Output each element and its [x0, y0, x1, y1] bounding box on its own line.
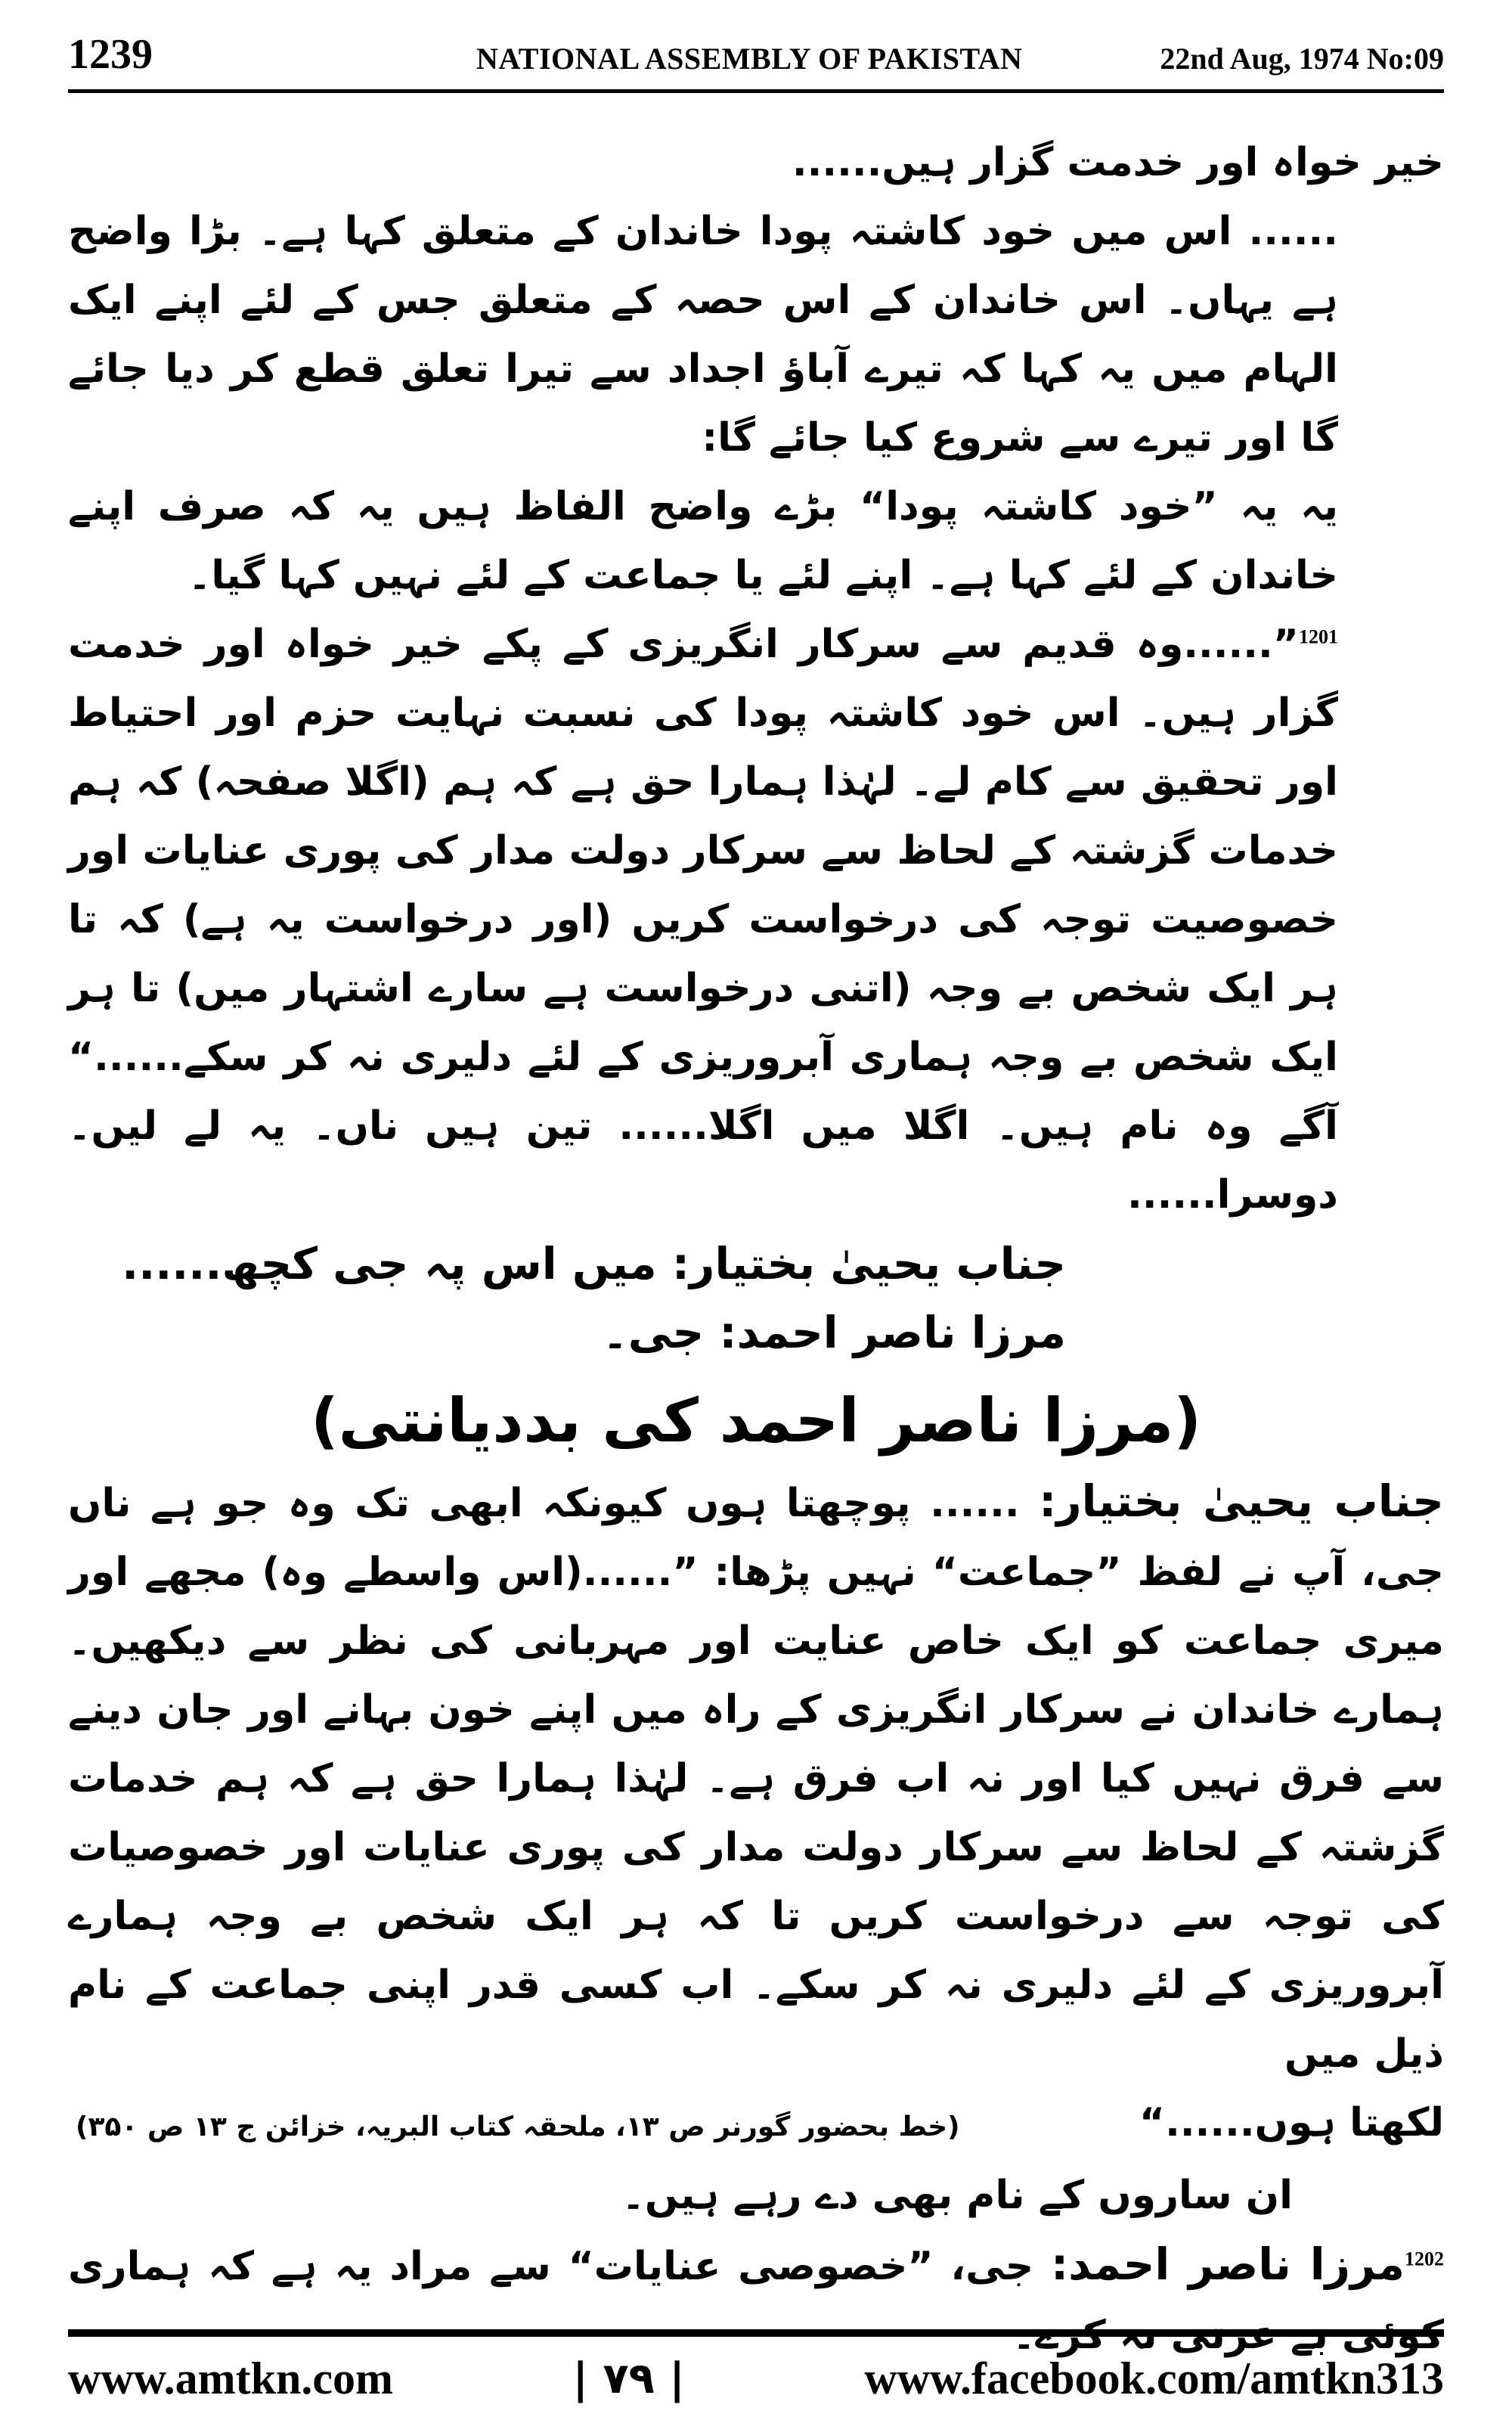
speaker-name: جناب یحییٰ بختیار: [1039, 1475, 1444, 1527]
header-divider [68, 89, 1444, 93]
speaker-name: مرزا ناصر احمد: [719, 1307, 1066, 1358]
speech-text: میں اس پہ جی کچھ...... [122, 1238, 657, 1289]
paragraph-5-end: لکھتا ہوں......“ [1139, 2100, 1444, 2145]
speech-text: جی، ”خصوصی عنایات“ سے مراد یہ ہے کہ ہماری [68, 2244, 1034, 2289]
section-heading: (مرزا ناصر احمد کی بددیانتی) [311, 1385, 1201, 1456]
reference-number: 1202 [1405, 2248, 1444, 2270]
session-date: 22nd Aug, 1974 No:09 [1160, 42, 1444, 76]
page-header [68, 30, 1444, 83]
paragraph-5 [68, 1467, 1444, 2089]
dialogue-line [68, 1230, 1444, 1298]
speech-text: جی۔ [602, 1307, 705, 1358]
paragraph-6: ان ساروں کے نام بھی دے رہے ہیں۔ [621, 2173, 1293, 2218]
paragraph-2: ...... اس میں خود کاشتہ پودا خاندان کے متعلق کہا ہے۔ بڑا واضح ہے یہاں۔ اس خاندان کے اس حصہ کے متعلق جس کے لئے اپنے ایک الہام میں یہ کہا کہ تیرے آباؤ اجداد سے تیرا تعلق قطع کر دیا جائے گا اور تیرے سے شروع کیا جائے گا: [68, 209, 1338, 461]
page-number: 1239 [68, 31, 153, 78]
footer-divider [68, 2329, 1444, 2337]
page-body [68, 129, 1444, 2370]
speech-text: ...... پوچھتا ہوں کیونکہ ابھی تک وہ جو ہے ناں جی، آپ نے لفظ ”جماعت“ نہیں پڑھا: ”......(اس واسطے وہ) مجھے اور میری جماعت کو ایک خاص عنایت اور مہربانی کی نظر سے دیکھیں۔ ہمارے خاندان نے سرکار انگریزی کے راہ میں اپنے خون بہانے اور جان دینے سے فرق نہیں کیا اور نہ اب فرق ہے۔ لہٰذا ہمارا حق ہے کہ ہم خدمات گزشتہ کے لحاظ سے سرکار دولت مدار کی پوری عنایات اور خصوصیات کی توجہ سے درخواست کریں تا کہ ہر ایک شخص بے وجہ ہمارے آبروریزی کے لئے دلیری نہ کر سکے۔ اب کسی قدر اپنی جماعت کے نام ذیل میں [68, 1481, 1444, 2077]
citation-row [68, 2089, 1444, 2161]
reference-number: 1201 [1299, 625, 1338, 648]
source-citation: (خط بحضور گورنر ص ۱۳، ملحقہ کتاب البریہ، خزائن ج ۱۳ ص ۳۵۰) [76, 2111, 960, 2142]
paragraph-3: یہ یہ ”خود کاشتہ پودا“ بڑے واضح الفاظ ہیں یہ کہ صرف اپنے خاندان کے لئے کہا ہے۔ اپنے لئے یا جماعت کے لئے نہیں کہا گیا۔ [68, 484, 1338, 598]
paragraph-1: خیر خواہ اور خدمت گزار ہیں...... [792, 140, 1444, 185]
speaker-name: مرزا ناصر احمد: [1050, 2238, 1405, 2290]
quote-text: ”......وہ قدیم سے سرکار انگریزی کے پکے خیر خواہ اور خدمت گزار ہیں۔ اس خود کاشتہ پودا کی نسبت نہایت حزم اور احتیاط اور تحقیق سے کام لے۔ لہٰذا ہمارا حق ہے کہ ہم (اگلا صفحہ) کہ ہم خدمات گزشتہ کے لحاظ سے سرکار دولت مدار کی پوری عنایات اور خصوصیت توجہ کی درخواست کریں (اور درخواست یہ ہے) کہ تا ہر ایک شخص بے وجہ (اتنی درخواست ہے سارے اشتہار میں) تا ہر ایک شخص بے وجہ ہماری آبروریزی کے لئے دلیری نہ کر سکے......“ آگے وہ نام ہیں۔ اگلا میں اگلا...... تین ہیں ناں۔ یہ لے لیں۔ دوسرا...... [68, 622, 1338, 1218]
page-footer [68, 2348, 1444, 2409]
quote-paragraph [68, 610, 1444, 1230]
facebook-link[interactable]: www.facebook.com/amtkn313 [864, 2353, 1444, 2403]
dialogue-line [68, 1298, 1444, 1367]
speaker-name: جناب یحییٰ بختیار: [671, 1238, 1066, 1289]
assembly-title: NATIONAL ASSEMBLY OF PAKISTAN [476, 42, 1023, 76]
website-link[interactable]: www.amtkn.com [68, 2353, 393, 2403]
footer-page-number: | ۷۹ | [572, 2353, 685, 2403]
